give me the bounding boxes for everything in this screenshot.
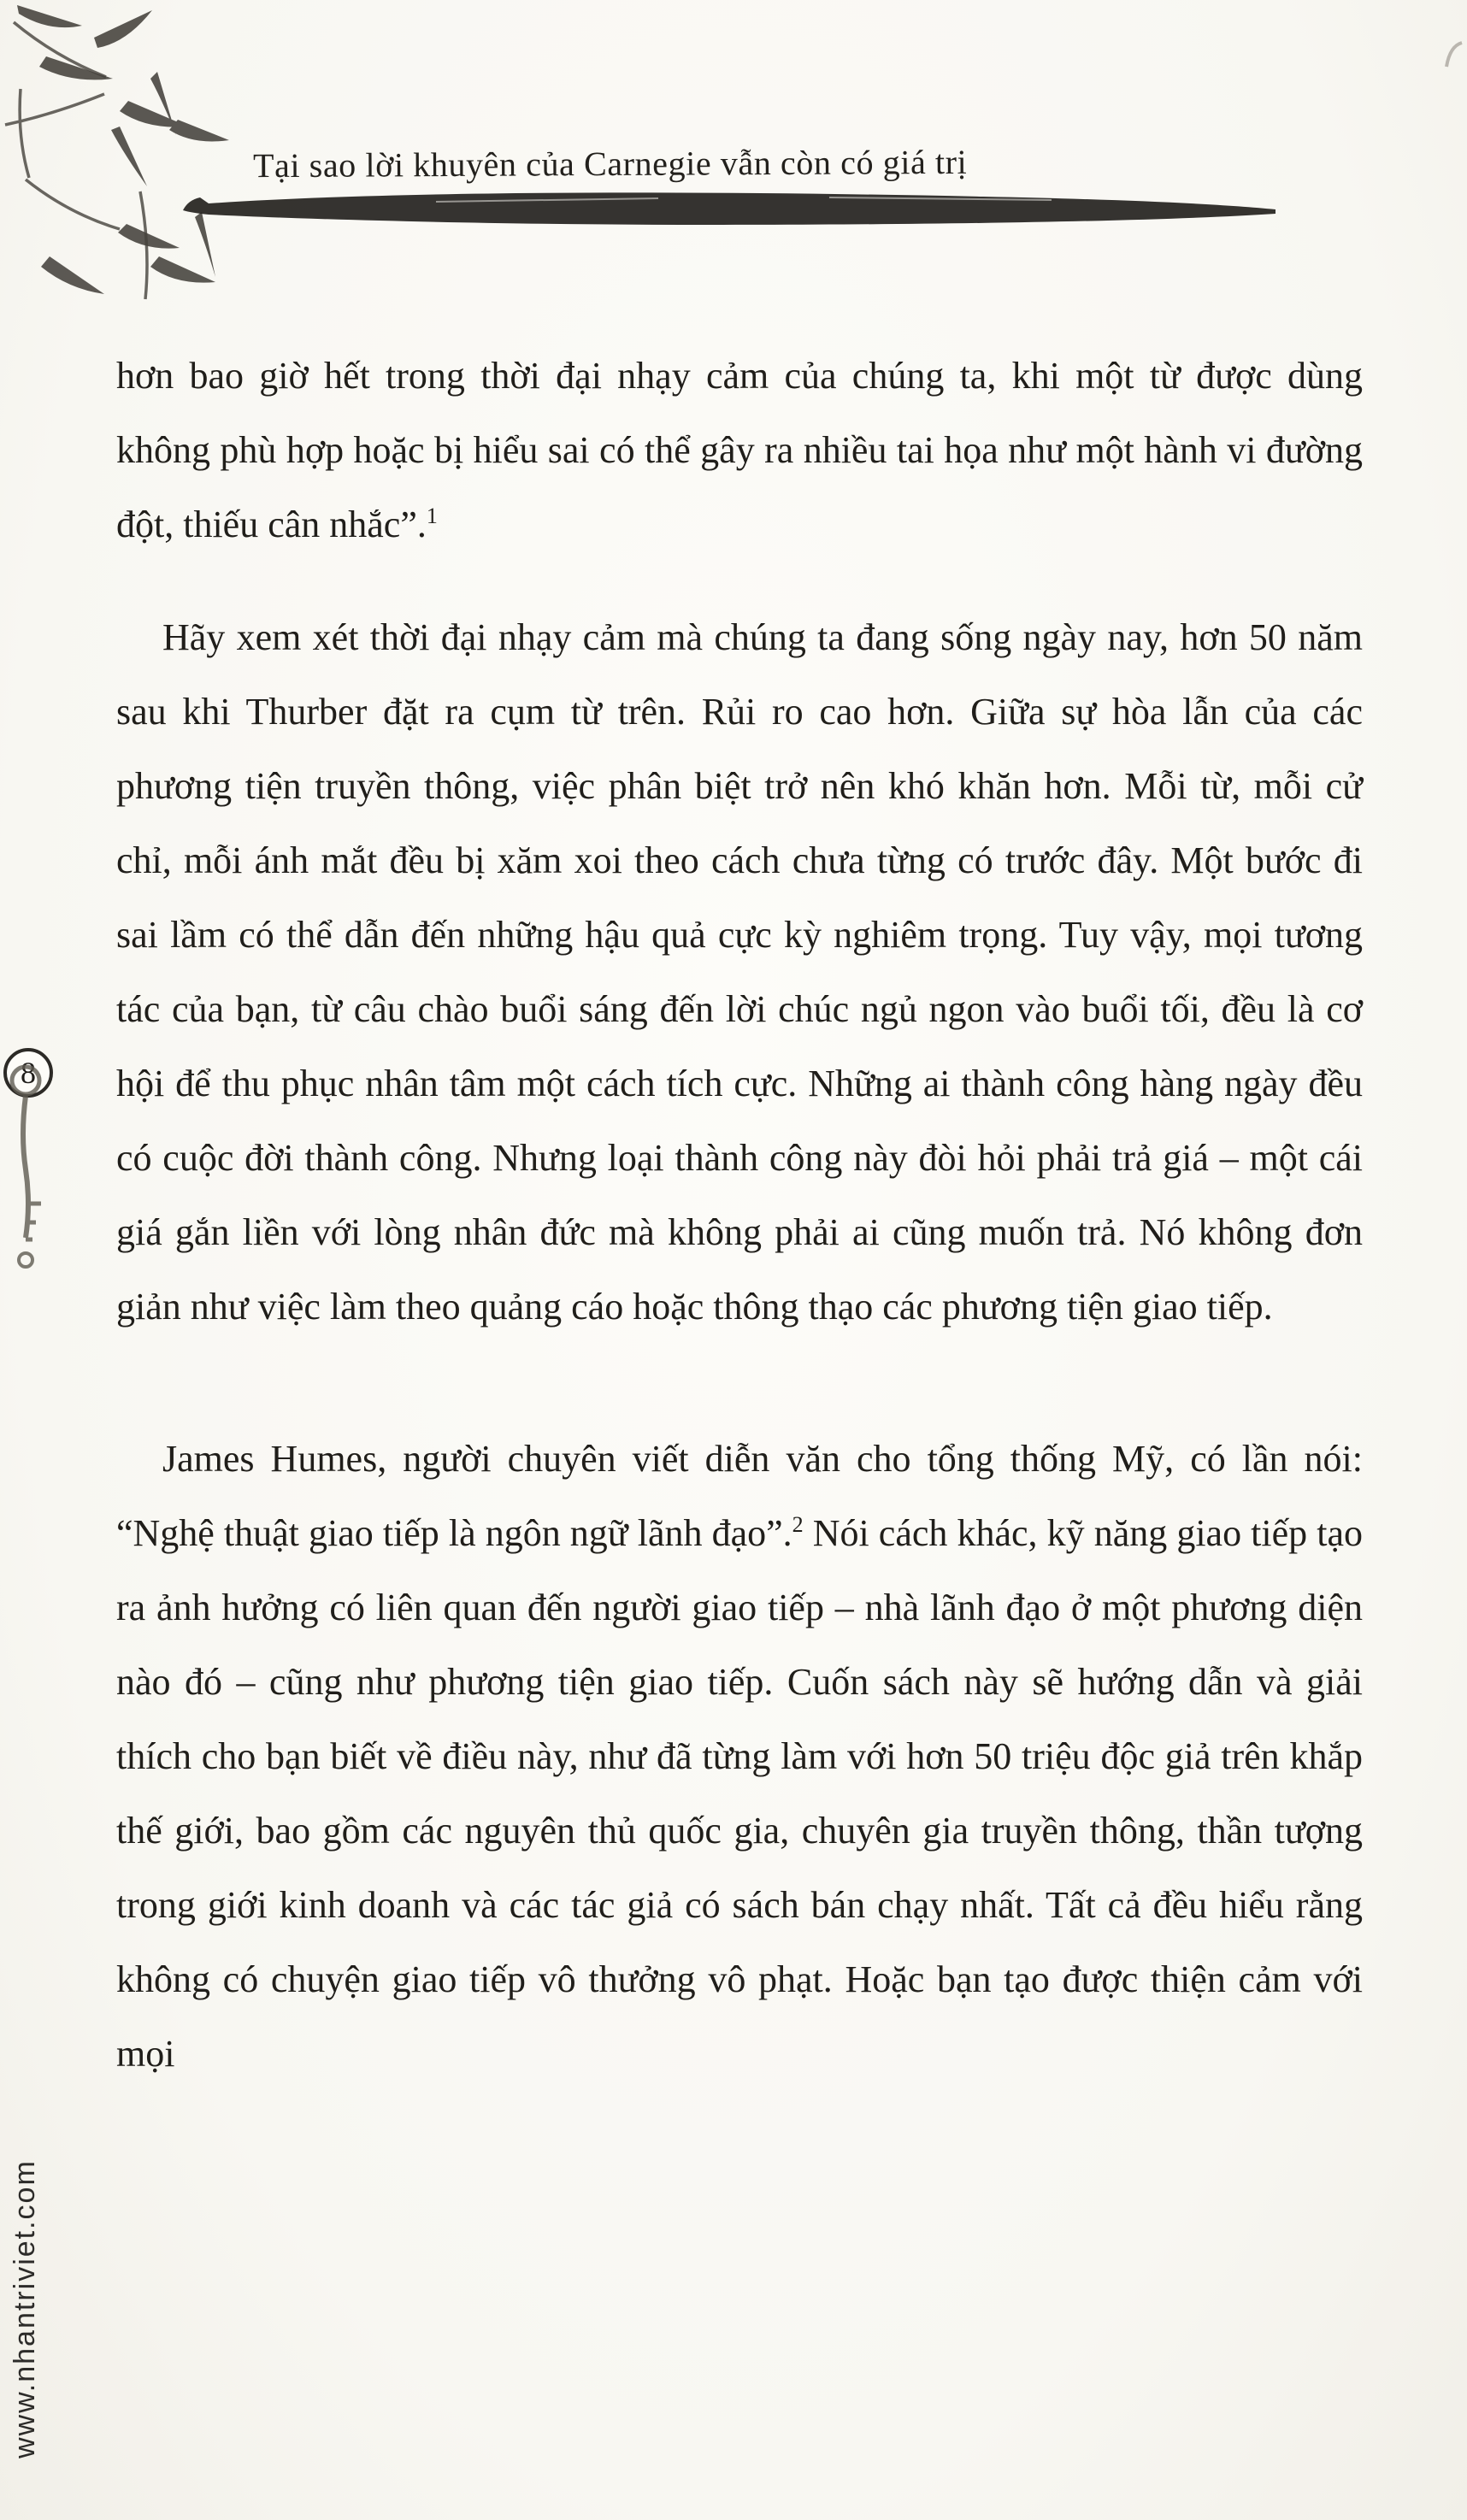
footnote-reference-1: 1: [426, 503, 438, 528]
page-number: 8: [21, 1056, 36, 1090]
brush-stroke-divider: [180, 186, 1282, 234]
key-ornament-icon: [7, 1058, 48, 1272]
watermark-url: www.nhantriviet.com: [9, 2159, 41, 2458]
paragraph-3: [116, 1422, 1363, 2091]
paragraph-text: hơn bao giờ hết trong thời đại nhạy cảm của chúng ta, khi một từ được dùng không phù hợp hoặc bị hiểu sai có thể gây ra nhiều tai họa như một hành vi đường đột, thiếu cân nhắc”.: [116, 355, 1363, 545]
paragraph-2: [116, 600, 1363, 1344]
scan-edge-artifact: [1443, 38, 1465, 72]
running-head-title: Tại sao lời khuyên của Carnegie vẫn còn có giá trị: [252, 142, 968, 185]
paragraph-text: Nói cách khác, kỹ năng giao tiếp tạo ra ảnh hưởng có liên quan đến người giao tiếp – nhà lãnh đạo ở một phương diện nào đó – cũng như phương tiện giao tiếp. Cuốn sách này sẽ hướng dẫn và giải thích cho bạn biết về điều này, như đã từng làm với hơn 50 triệu độc giả trên khắp thế giới, bao gồm các nguyên thủ quốc gia, chuyên gia truyền thông, thần tượng trong giới kinh doanh và các tác giả có sách bán chạy nhất. Tất cả đều hiểu rằng không có chuyện giao tiếp vô thưởng vô phạt. Hoặc bạn tạo được thiện cảm với mọi: [116, 1512, 1363, 2075]
paragraph-text: James Humes, người chuyên viết diễn văn cho tổng thống Mỹ, có lần nói: “Nghệ thuật giao tiếp là ngôn ngữ lãnh đạo”.: [116, 1438, 1363, 1554]
paragraph-continuation: [116, 339, 1363, 562]
body-text: [116, 339, 1363, 2091]
paragraph-text: Hãy xem xét thời đại nhạy cảm mà chúng ta đang sống ngày nay, hơn 50 năm sau khi Thurber đặt ra cụm từ trên. Rủi ro cao hơn. Giữa sự hòa lẫn của các phương tiện truyền thông, việc phân biệt trở nên khó khăn hơn. Mỗi từ, mỗi cử chỉ, mỗi ánh mắt đều bị xăm xoi theo cách chưa từng có trước đây. Một bước đi sai lầm có thể dẫn đến những hậu quả cực kỳ nghiêm trọng. Tuy vậy, mọi tương tác của bạn, từ câu chào buổi sáng đến lời chúc ngủ ngon vào buổi tối, đều là cơ hội để thu phục nhân tâm một cách tích cực. Những ai thành công hàng ngày đều có cuộc đời thành công. Nhưng loại thành công này đòi hỏi phải trả giá – một cái giá gắn liền với lòng nhân đức mà không phải ai cũng muốn trả. Nó không đơn giản như việc làm theo quảng cáo hoặc thông thạo các phương tiện giao tiếp.: [116, 616, 1363, 1328]
footnote-reference-2: 2: [792, 1512, 804, 1537]
